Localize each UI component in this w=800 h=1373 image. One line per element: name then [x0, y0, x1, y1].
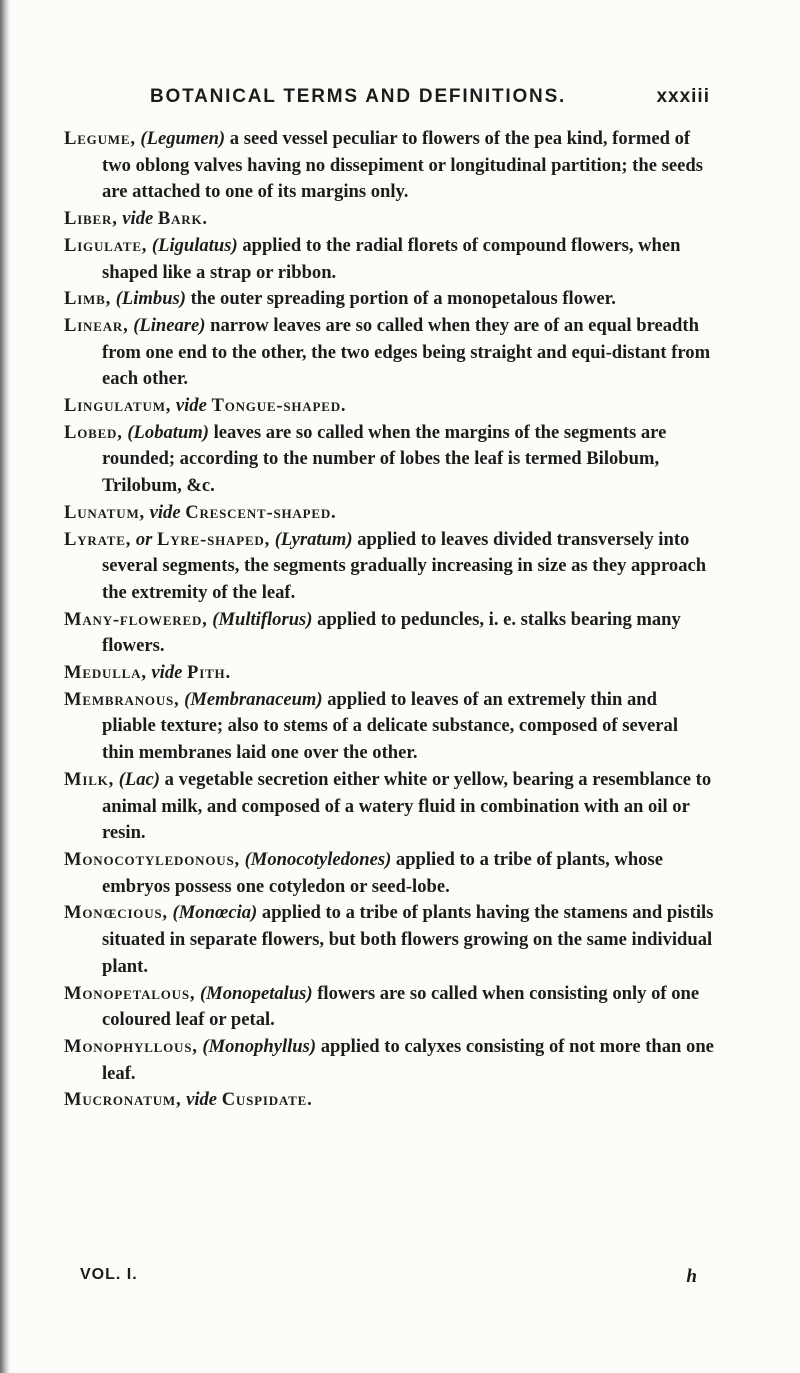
entry-definition: flowers are so called when consisting only of one coloured leaf or petal. [102, 982, 700, 1031]
glossary-entry [64, 206, 714, 233]
entry-definition: applied to the radial florets of compound flowers, when shaped like a strap or ribbon. [102, 234, 681, 283]
entry-term: Legume, [64, 128, 136, 149]
entry-definition: applied to peduncles, i. e. stalks bearing many flowers. [102, 608, 681, 657]
entry-term: Monocotyledonous, [64, 848, 240, 870]
entry-connector: or [131, 528, 158, 550]
entry-term: Membranous, [64, 688, 180, 710]
entry-definition: a vegetable secretion either white or yellow, bearing a resemblance to animal milk, and composed of a watery fluid in combination with an oil or resin. [102, 768, 712, 844]
entry-latin-name: (Membranaceum) [184, 688, 323, 710]
entry-latin-name: (Lobatum) [127, 421, 209, 443]
entry-term-alt: Lyre-shaped, [157, 528, 271, 550]
entry-definition: applied to a tribe of plants, whose embryos possess one cotyledon or seed-lobe. [102, 848, 663, 897]
entry-term: Monophyllous, [64, 1035, 198, 1057]
entry-term: Monœcious, [64, 902, 168, 924]
entry-latin-name: (Monœcia) [172, 902, 258, 924]
entry-latin-name: (Ligulatus) [151, 234, 238, 256]
entry-connector: vide [117, 208, 158, 230]
glossary-entry [64, 1087, 714, 1114]
entry-connector: vide [146, 662, 188, 684]
glossary-entry [64, 687, 714, 767]
entry-term: Ligulate, [64, 234, 148, 256]
entry-term: Milk, [64, 768, 115, 790]
page-number: xxxiii [656, 86, 710, 107]
entry-cross-reference: Cuspidate. [221, 1089, 313, 1111]
page-footer [80, 1266, 698, 1292]
entry-definition: applied to a tribe of plants having the stamens and pistils situated in separate flowers, but both flowers growing on the same individual plant. [102, 902, 714, 977]
glossary-entry [64, 233, 714, 286]
glossary-entry [64, 313, 714, 393]
entry-latin-name: (Limbus) [115, 288, 186, 310]
glossary-entry [64, 527, 714, 607]
entry-latin-name: (Lac) [118, 768, 160, 790]
glossary-entry [64, 1034, 714, 1087]
entry-definition: applied to calyxes consisting of not more than one leaf. [102, 1035, 714, 1084]
entry-connector: vide [144, 501, 186, 523]
entry-term: Limb, [64, 288, 112, 310]
entry-connector: vide [181, 1089, 222, 1111]
glossary-entry [64, 767, 714, 847]
entry-term: Lingulatum, [64, 395, 172, 417]
entry-term: Lunatum, [64, 501, 145, 523]
entry-cross-reference: Bark. [157, 208, 208, 230]
entry-cross-reference: Pith. [187, 662, 231, 684]
entry-cross-reference: Tongue-shaped. [211, 395, 347, 417]
running-header [150, 86, 710, 116]
entry-latin-name: (Lyratum) [274, 528, 353, 550]
entry-term: Liber, [64, 208, 118, 230]
page-binding-edge [0, 0, 10, 1373]
glossary-entry [64, 660, 714, 687]
running-title: BOTANICAL TERMS AND DEFINITIONS. [150, 86, 567, 107]
glossary-entry [64, 393, 714, 420]
entry-definition: applied to leaves divided transversely into several segments, the segments gradually increasing in size as they approach the extremity of the leaf. [102, 528, 707, 603]
glossary-entry [64, 500, 714, 527]
entry-connector: vide [171, 395, 212, 417]
entry-term: Monopetalous, [64, 982, 196, 1004]
glossary-entries [64, 126, 714, 1114]
entry-term: Lyrate, [64, 528, 132, 550]
glossary-entry [64, 286, 714, 313]
entry-latin-name: (Monopetalus) [199, 982, 313, 1004]
entry-definition: leaves are so called when the margins of the segments are rounded; according to the number of lobes the leaf is termed Bilobum, Trilobum, &c. [102, 421, 667, 497]
entry-definition: narrow leaves are so called when they are of an equal breadth from one end to the other, the two edges being straight and equi-distant from each other. [102, 314, 711, 390]
entry-cross-reference: Crescent-shaped. [185, 501, 337, 523]
entry-definition: applied to leaves of an extremely thin and pliable texture; also to stems of a delicate substance, composed of several thin membranes laid one over the other. [102, 688, 678, 764]
glossary-entry [64, 981, 714, 1034]
glossary-entry [64, 607, 714, 660]
volume-mark: VOL. I. [80, 1266, 138, 1283]
entry-latin-name: (Monophyllus) [202, 1035, 317, 1057]
entry-term: Medulla, [64, 662, 147, 684]
entry-definition: a seed vessel peculiar to flowers of the pea kind, formed of two oblong valves having no dissepiment or longitudinal partition; the seeds are attached to one of its margins only. [102, 128, 703, 203]
entry-latin-name: (Legumen) [140, 128, 226, 149]
entry-term: Mucronatum, [64, 1089, 182, 1111]
glossary-entry [64, 900, 714, 980]
signature-mark: h [686, 1266, 698, 1287]
glossary-entry [64, 420, 714, 500]
entry-latin-name: (Monocotyledones) [244, 848, 392, 870]
entry-latin-name: (Lineare) [133, 314, 206, 336]
entry-term: Many-flowered, [64, 608, 208, 630]
entry-term: Lobed, [64, 421, 123, 443]
entry-term: Linear, [64, 314, 129, 336]
glossary-entry [64, 126, 714, 206]
entry-definition: the outer spreading portion of a monopetalous flower. [185, 288, 616, 310]
glossary-entry [64, 847, 714, 900]
entry-latin-name: (Multiflorus) [212, 608, 313, 630]
